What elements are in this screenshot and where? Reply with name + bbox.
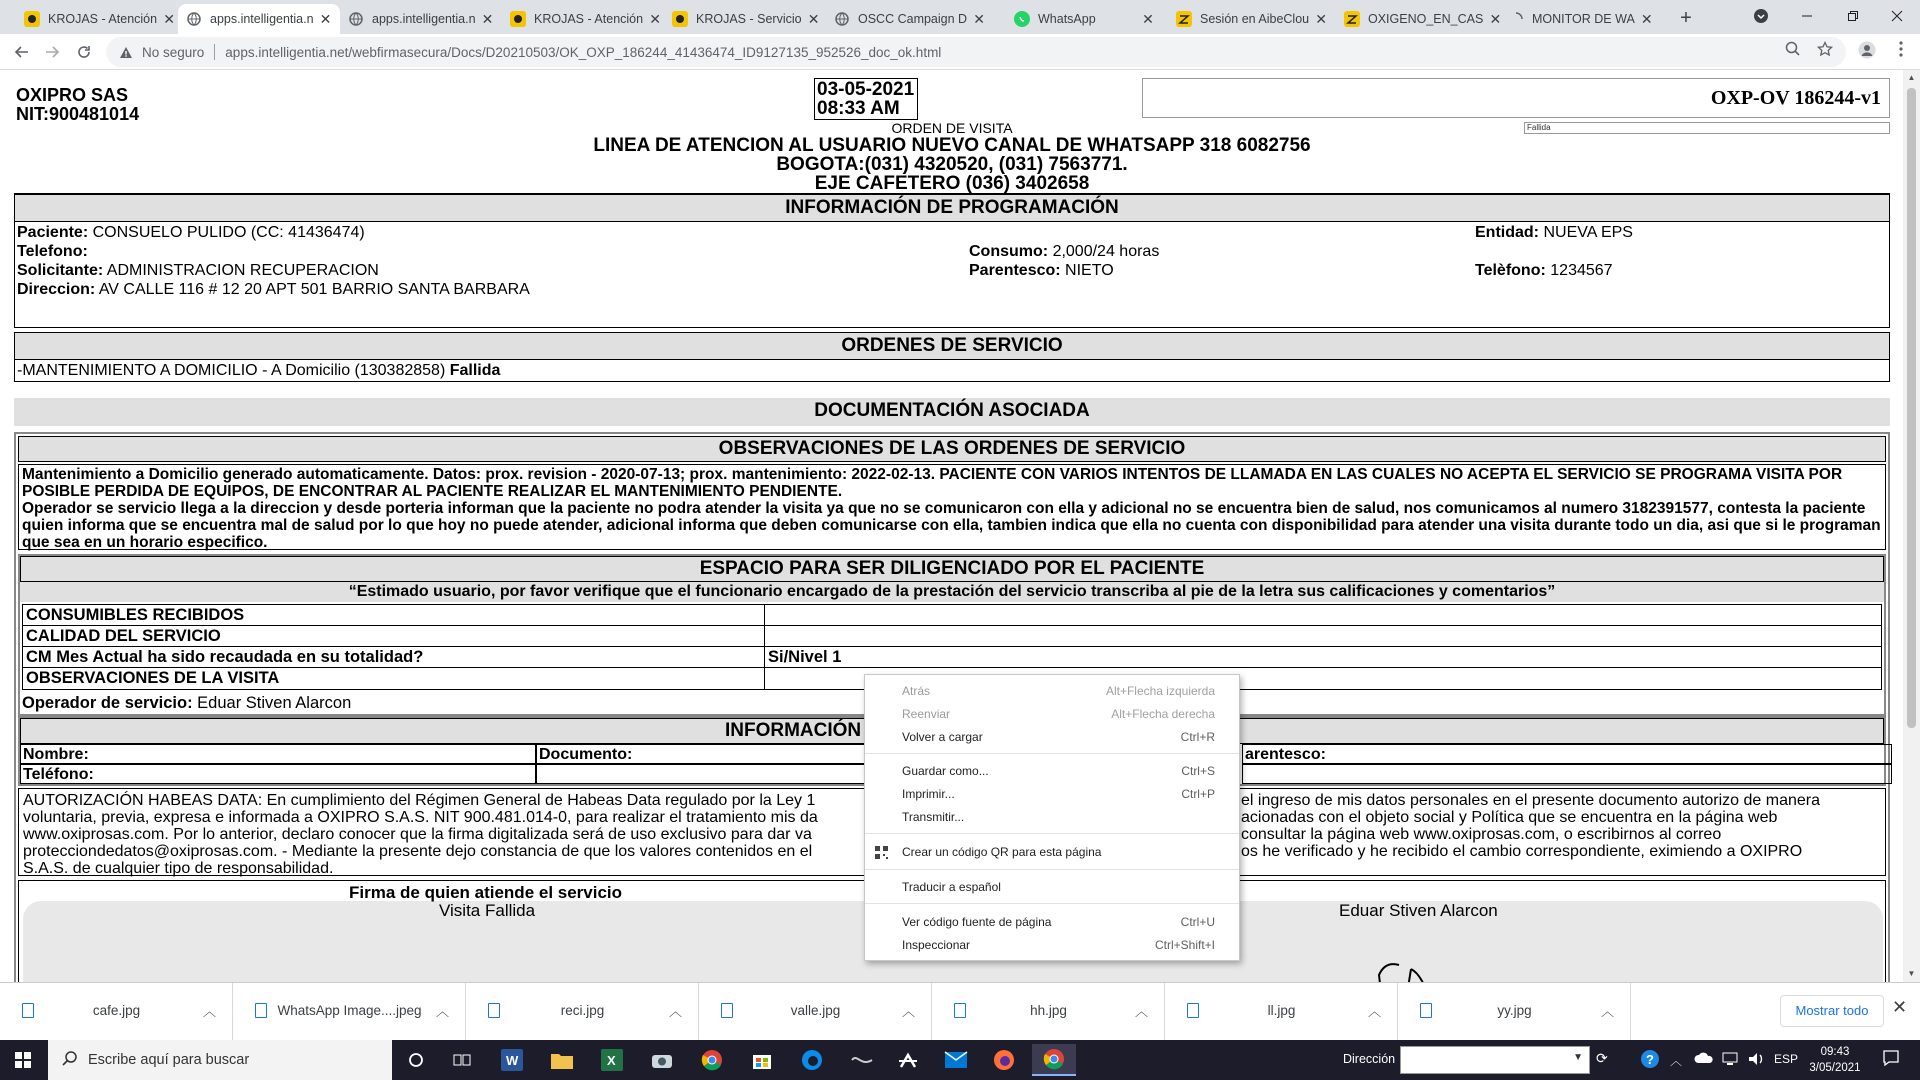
menu-shortcut: Alt+Flecha derecha (1111, 707, 1215, 721)
company-block (16, 86, 139, 124)
edge-icon[interactable] (790, 1044, 834, 1076)
url-text[interactable]: apps.intelligentia.net/webfirmasecura/Docs/D20210503/OK_OXP_186244_41436474_ID9127135_952526_doc_ok.html (225, 44, 942, 60)
habeas-line-4-right: os he verificado y he recibido el cambio correspondiente, eximiendo a OXIPRO (1241, 843, 1803, 860)
menu-item-save-as[interactable] (865, 760, 1239, 782)
restore-icon[interactable] (1830, 0, 1876, 32)
hotline-whatsapp: LINEA DE ATENCION AL USUARIO NUEVO CANAL DE WHATSAPP 318 6082756 (593, 135, 1311, 156)
requester-value: ADMINISTRACION RECUPERACION (106, 262, 379, 279)
observation-paragraph-1: Mantenimiento a Domicilio generado automaticamente. Datos: prox. revision - 2020-07-13; prox. mantenimiento: 2022-02-13. PACIENTE CON VARIOS INTENTOS DE LLAMADA EN LAS CUALES NO ACEPTA EL SERVICIO SE PROGRAMA VISITA POR POSIBLE PERDIDA DE EQUIPOS, DE ENCONTRAR AL PACIENTE REALIZAR EL MANTENIMIENTO PENDIENTE. (22, 466, 1843, 500)
service-order-line (14, 360, 1890, 382)
entity-field (1475, 224, 1633, 242)
tab-title: MONITOR DE WA (1532, 12, 1635, 26)
show-all-downloads-button[interactable]: Mostrar todo (1780, 995, 1884, 1027)
help-icon[interactable] (1640, 1049, 1660, 1072)
menu-shortcut: Ctrl+U (1180, 915, 1215, 929)
back-arrow-icon[interactable] (8, 38, 36, 66)
phone2-value: 1234567 (1550, 262, 1613, 279)
menu-item-print[interactable] (865, 783, 1239, 805)
observations-text (18, 464, 1886, 550)
status-small-label: Fallida (1524, 122, 1890, 134)
operator-label: Operador de servicio: (22, 694, 193, 712)
survey-label-cm-collected: CM Mes Actual ha sido recaudada en su totalidad? (23, 647, 765, 668)
menu-item-translate[interactable] (865, 876, 1239, 898)
download-filename: yy.jpg (1497, 1003, 1532, 1018)
reload-icon[interactable] (70, 38, 98, 66)
context-menu (864, 674, 1240, 961)
yellow-z-icon (1344, 11, 1360, 27)
patient-value: CONSUELO PULIDO (CC: 41436474) (92, 224, 365, 241)
hotline-eje-cafetero: EJE CAFETERO (036) 3402658 (814, 173, 1090, 194)
family-phone-value (536, 764, 886, 784)
habeas-line-4: protecciondedatos@oxiprosas.com. - Mediante la presente dejo constancia de que los valores contenidos en el (23, 843, 813, 860)
date-time-box (814, 78, 918, 120)
minimize-icon[interactable] (1784, 0, 1830, 32)
chevron-up-icon[interactable]: ︿ (202, 1004, 216, 1019)
menu-separator (865, 869, 1239, 870)
tab-monitor-wa[interactable] (1500, 4, 1662, 34)
menu-shortcut: Ctrl+R (1180, 730, 1215, 744)
tab-oxigeno[interactable] (1336, 4, 1502, 34)
operator-value: Eduar Stiven Alarcon (197, 694, 352, 712)
close-tab-icon[interactable]: ✕ (1489, 10, 1502, 27)
app-icon-people[interactable] (886, 1044, 930, 1076)
family-relationship-label: arentesco: (1242, 744, 1892, 764)
chevron-up-icon[interactable]: ︿ (1600, 1004, 1614, 1019)
browser-toolbar (0, 34, 1920, 70)
document-type: ORDEN DE VISITA (891, 120, 1013, 136)
tab-title: WhatsApp (1038, 12, 1096, 26)
firefox-icon[interactable] (982, 1044, 1026, 1076)
tab-title: apps.intelligentia.n (372, 12, 476, 26)
scrollbar-thumb[interactable] (1907, 88, 1916, 728)
network-icon[interactable] (1722, 1052, 1740, 1069)
menu-label: Guardar como... (902, 764, 989, 778)
search-icon (62, 1050, 78, 1071)
tab-krojas-servicio[interactable] (664, 4, 826, 34)
refresh-icon[interactable]: ⟳ (1596, 1050, 1608, 1066)
patient-label: Paciente: (17, 224, 89, 241)
consumption-value: 2,000/24 horas (1052, 243, 1160, 260)
close-tab-icon[interactable]: ✕ (1142, 10, 1154, 27)
address-bar[interactable] (106, 37, 1846, 67)
consumption-field (969, 243, 1159, 261)
close-tab-icon[interactable]: ✕ (319, 10, 332, 27)
requester-field (17, 262, 379, 280)
omnibox-divider (214, 44, 215, 60)
menu-label: Imprimir... (902, 787, 955, 801)
cortana-icon[interactable] (394, 1044, 438, 1076)
document-time: 08:33 AM (817, 98, 900, 119)
onedrive-cloud-icon[interactable] (1694, 1052, 1714, 1067)
family-extra-cell (1242, 764, 1892, 784)
survey-label-consumables: CONSUMIBLES RECIBIDOS (23, 605, 765, 626)
section-title-family-info: INFORMACIÓN (20, 718, 1884, 744)
app-icon-wave[interactable] (840, 1044, 884, 1076)
survey-value-cm-collected: Si/Nivel 1 (765, 647, 1881, 668)
loading-icon (1508, 11, 1524, 27)
tab-apps-intelligentia-active[interactable] (178, 4, 340, 34)
language-indicator[interactable]: ESP (1774, 1052, 1799, 1066)
globe-icon (186, 11, 202, 27)
tab-title: KROJAS - Servicio (696, 12, 802, 26)
tab-oscc-campaign[interactable] (826, 4, 988, 34)
menu-item-cast[interactable] (865, 806, 1239, 828)
menu-label: Crear un código QR para esta página (902, 845, 1102, 859)
yellow-logo-icon (672, 11, 688, 27)
menu-label: Atrás (902, 684, 931, 698)
menu-label: Ver código fuente de página (902, 915, 1052, 929)
menu-label: Transmitir... (902, 810, 965, 824)
menu-item-inspect[interactable] (865, 934, 1239, 956)
habeas-line-2: voluntaria, previa, expresa e informada a OXIPRO S.A.S. NIT 900.481.014-0, para realizar el tratamiento mis da (23, 809, 818, 826)
tab-aibecloud[interactable] (1168, 4, 1330, 34)
vertical-scrollbar[interactable] (1903, 70, 1920, 982)
section-title-docs: DOCUMENTACIÓN ASOCIADA (14, 398, 1890, 426)
tab-title: Sesión en AibeClou (1200, 12, 1310, 26)
globe-icon (348, 11, 364, 27)
tab-bar (0, 0, 1920, 34)
globe-icon (834, 11, 850, 27)
close-window-icon[interactable] (1874, 0, 1920, 32)
relationship-label: Parentesco: (969, 262, 1061, 279)
windows-taskbar (0, 1040, 1920, 1080)
tab-search-icon[interactable] (1738, 0, 1784, 32)
patient-field (17, 224, 365, 242)
clock-time: 09:43 (1820, 1046, 1850, 1058)
address-field (17, 281, 530, 299)
excel-icon[interactable] (590, 1044, 634, 1076)
word-icon[interactable] (490, 1044, 534, 1076)
close-tab-icon[interactable]: ✕ (973, 10, 985, 27)
signature-title: Firma de quien atiende el servicio (349, 883, 623, 902)
menu-label: Traducir a español (902, 880, 1001, 894)
menu-shortcut: Alt+Flecha izquierda (1105, 684, 1215, 698)
entity-value: NUEVA EPS (1543, 224, 1633, 241)
family-document-label: Documento: (536, 744, 886, 764)
hotline-block (14, 136, 1890, 193)
close-tab-icon[interactable]: ✕ (481, 10, 494, 27)
chevron-down-icon[interactable]: ▼ (1573, 1052, 1583, 1063)
download-filename: ll.jpg (1267, 1003, 1296, 1018)
order-description: -MANTENIMIENTO A DOMICILIO - A Domicilio (130382858) (17, 362, 446, 379)
tab-apps-intelligentia-2[interactable] (340, 4, 502, 34)
patient-space-note: “Estimado usuario, por favor verifique que el funcionario encargado de la prestación del servicio transcriba al pie de la letra sus calificaciones y comentarios” (20, 582, 1884, 602)
chevron-up-icon[interactable]: ︿ (1367, 1004, 1381, 1019)
close-tab-icon[interactable]: ✕ (163, 10, 175, 27)
warning-triangle-icon[interactable] (118, 44, 134, 60)
download-item[interactable] (233, 983, 466, 1041)
camera-icon[interactable] (640, 1044, 684, 1076)
chrome-icon[interactable] (690, 1044, 734, 1076)
menu-item-back[interactable] (865, 680, 1239, 702)
close-tab-icon[interactable]: ✕ (649, 10, 661, 27)
address-toolbar-input[interactable] (1400, 1046, 1590, 1074)
menu-label: Inspeccionar (902, 938, 971, 952)
yellow-logo-icon (510, 11, 526, 27)
search-placeholder: Escribe aquí para buscar (88, 1052, 250, 1068)
yellow-z-icon (1176, 11, 1192, 27)
bookmark-star-icon[interactable] (1816, 41, 1834, 59)
profile-avatar-icon[interactable] (1858, 41, 1876, 59)
menu-shortcut: Ctrl+P (1181, 787, 1215, 801)
address-value: AV CALLE 116 # 12 20 APT 501 BARRIO SANTA BARBARA (98, 281, 530, 298)
section-title-orders: ORDENES DE SERVICIO (14, 332, 1890, 360)
phone-label: Telefono: (17, 243, 88, 260)
close-tab-icon[interactable]: ✕ (1315, 10, 1327, 27)
menu-shortcut: Ctrl+Shift+I (1154, 938, 1215, 952)
section-title-programming: INFORMACIÓN DE PROGRAMACIÓN (14, 194, 1890, 222)
menu-item-view-source[interactable] (865, 911, 1239, 933)
habeas-line-5: S.A.S. de cualquier tipo de responsabilidad. (23, 860, 334, 877)
taskbar-search-box[interactable] (48, 1040, 392, 1080)
address-label: Direccion: (17, 281, 96, 298)
zoom-icon[interactable] (1784, 41, 1802, 59)
download-item[interactable] (0, 983, 233, 1041)
company-nit: NIT:900481014 (16, 104, 140, 124)
phone-field (17, 243, 88, 261)
family-phone-label: Teléfono: (20, 764, 536, 784)
download-item[interactable] (699, 983, 932, 1041)
download-item[interactable] (466, 983, 699, 1041)
chevron-up-icon[interactable]: ︿ (1134, 1004, 1148, 1019)
tab-krojas-2[interactable] (502, 4, 664, 34)
habeas-line-3: www.oxiprosas.com. Por lo anterior, declaro conocer que la firma digitalizada será de uso exclusivo para dar va (23, 826, 812, 843)
notifications-icon[interactable] (1882, 1049, 1900, 1070)
menu-shortcut: Ctrl+S (1181, 764, 1215, 778)
menu-item-reload[interactable] (865, 726, 1239, 748)
signature-left-label: Visita Fallida (439, 901, 536, 920)
download-item[interactable] (1398, 983, 1631, 1041)
habeas-line-2-right: acionadas con el objeto social y Política que se encuentra en la página web (1241, 809, 1778, 826)
mail-icon[interactable] (934, 1044, 978, 1076)
download-item[interactable] (932, 983, 1165, 1041)
scroll-down-arrow-icon[interactable]: ▼ (1907, 969, 1916, 978)
close-tab-icon[interactable]: ✕ (807, 10, 820, 27)
download-filename: hh.jpg (1030, 1003, 1067, 1018)
yellow-logo-icon (24, 11, 40, 27)
family-name-label: Nombre: (20, 744, 536, 764)
menu-item-forward[interactable] (865, 703, 1239, 725)
chrome-active-icon[interactable] (1032, 1044, 1076, 1076)
volume-icon[interactable] (1748, 1052, 1766, 1069)
entity-label: Entidad: (1475, 224, 1539, 241)
download-bar (0, 982, 1920, 1040)
order-status: Fallida (449, 362, 501, 379)
svg-text:W: W (506, 1053, 519, 1068)
close-tab-icon[interactable]: ✕ (1640, 10, 1653, 27)
chevron-up-icon[interactable]: ︿ (901, 1004, 915, 1019)
task-view-icon[interactable] (440, 1044, 484, 1076)
tab-whatsapp[interactable] (1006, 4, 1164, 34)
svg-text:?: ? (1646, 1052, 1654, 1067)
menu-label: Reenviar (902, 707, 951, 721)
store-icon[interactable] (740, 1044, 784, 1076)
phone2-field (1475, 262, 1613, 280)
survey-label-visit-observations: OBSERVACIONES DE LA VISITA (23, 668, 765, 689)
download-filename: WhatsApp Image....jpeg (277, 1003, 422, 1018)
svg-text:X: X (607, 1053, 616, 1068)
signature-right-label: Eduar Stiven Alarcon (1339, 901, 1498, 920)
scroll-up-arrow-icon[interactable]: ▲ (1907, 73, 1916, 82)
windows-start-icon[interactable] (0, 1040, 46, 1080)
download-filename: valle.jpg (790, 1003, 841, 1018)
requester-label: Solicitante: (17, 262, 104, 279)
tab-krojas-1[interactable] (16, 4, 178, 34)
page-viewport (0, 70, 1920, 982)
menu-separator (865, 753, 1239, 754)
phone2-label: Telèfono: (1475, 262, 1546, 279)
clock-date: 3/05/2021 (1809, 1062, 1861, 1074)
document-header (14, 76, 1890, 194)
download-filename: reci.jpg (560, 1003, 605, 1018)
tab-title: OSCC Campaign D (858, 12, 968, 26)
chevron-up-icon[interactable]: ︿ (435, 1004, 449, 1019)
tab-title: KROJAS - Atención (48, 12, 158, 26)
tab-title: OXIGENO_EN_CAS (1368, 12, 1484, 26)
programming-info (14, 222, 1890, 328)
hotline-bogota: BOGOTA:(031) 4320520, (031) 7563771. (776, 154, 1128, 175)
observation-paragraph-2: Operador se servicio llega a la direccion y desde porteria informan que la paciente no podra atender la visita ya que no se comunicaron con ella y adicional no se encuentra bien de salud, nos comunicamos al numero 3182391577, contesta la paciente quien informa que se encuentra mal de salud por lo que hoy no puede atender, adicional informa que deben comunicarse con ella, tambien indica que ella no cuenta con disponibilidad para atender una visita durante todo un dia, asi que si le programan que sea en un horario especifico. (22, 500, 1881, 551)
menu-separator (865, 903, 1239, 904)
download-item[interactable] (1165, 983, 1398, 1041)
consumption-label: Consumo: (969, 243, 1049, 260)
system-clock[interactable] (1800, 1044, 1870, 1076)
tab-title: KROJAS - Atención (534, 12, 644, 26)
habeas-line-3-right: consultar la página web www.oxiprosas.com, o escribirnos al correo (1241, 826, 1722, 843)
close-download-bar-icon[interactable]: ✕ (1892, 997, 1908, 1017)
forward-arrow-icon[interactable] (38, 38, 66, 66)
company-name: OXIPRO SAS (16, 85, 129, 105)
relationship-field (969, 262, 1114, 280)
qr-code-icon (875, 846, 888, 859)
tray-chevron-up-icon[interactable]: ︿ (1670, 1054, 1683, 1068)
menu-label: Volver a cargar (902, 730, 983, 744)
menu-item-qr-code[interactable] (865, 841, 1239, 863)
section-title-observations: OBSERVACIONES DE LAS ORDENES DE SERVICIO (18, 436, 1886, 462)
relationship-value: NIETO (1065, 262, 1114, 279)
survey-value-consumables (765, 605, 1881, 626)
address-toolbar-label: Dirección (1343, 1052, 1396, 1066)
section-title-patient-space: ESPACIO PARA SER DILIGENCIADO POR EL PACIENTE (20, 556, 1884, 582)
habeas-line-1-right: el ingreso de mis datos personales en el presente documento autorizo de manera (1241, 792, 1821, 809)
file-explorer-icon[interactable] (540, 1044, 584, 1076)
new-tab-button[interactable]: + (1680, 7, 1692, 29)
tab-title: apps.intelligentia.n (210, 12, 314, 26)
security-label: No seguro (142, 44, 205, 60)
chevron-up-icon[interactable]: ︿ (668, 1004, 682, 1019)
survey-value-quality (765, 626, 1881, 647)
survey-label-quality: CALIDAD DEL SERVICIO (23, 626, 765, 647)
whatsapp-icon (1014, 11, 1030, 27)
document-date: 03-05-2021 (817, 79, 915, 100)
download-filename: cafe.jpg (92, 1003, 141, 1018)
document-id: OXP-OV 186244-v1 (1142, 78, 1890, 118)
menu-kebab-icon[interactable] (1892, 41, 1910, 59)
menu-separator (865, 833, 1239, 834)
habeas-line-1: AUTORIZACIÓN HABEAS DATA: En cumplimiento del Régimen General de Habeas Data regulado por la Ley 1 (23, 792, 816, 809)
